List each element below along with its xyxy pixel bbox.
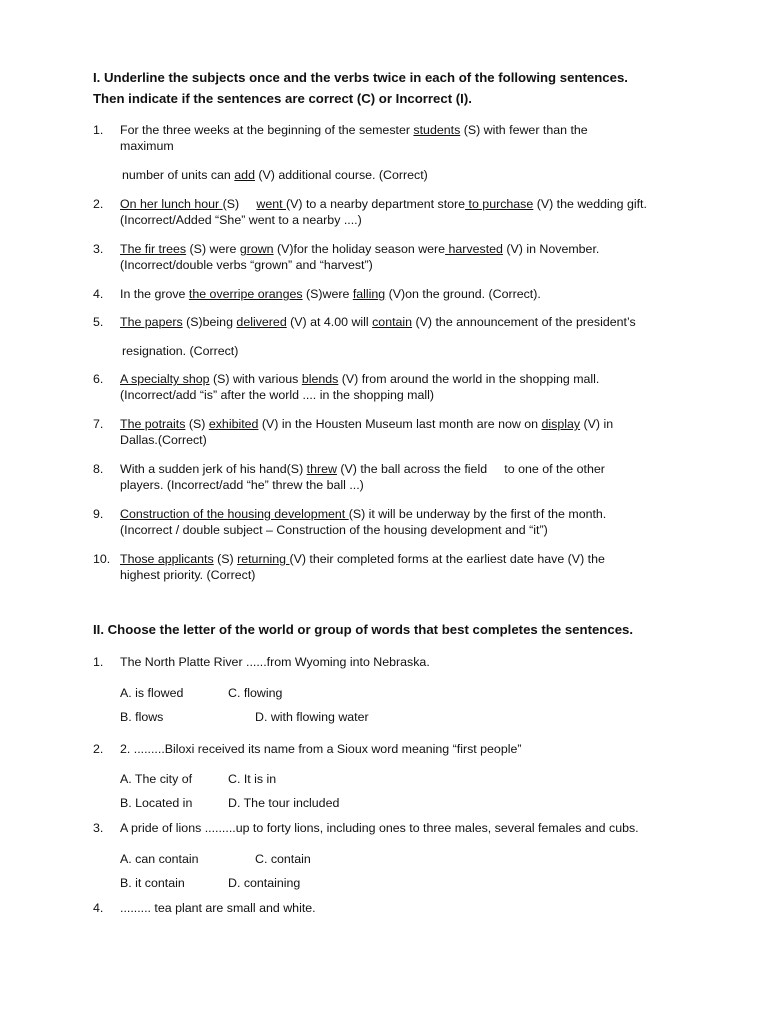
item-1-line-1: For the three weeks at the beginning of the semester students (S) with fewer than the: [120, 123, 588, 137]
option-d: D. with flowing water: [255, 710, 369, 724]
item-number: 1.: [93, 123, 104, 137]
option-d: D. containing: [228, 876, 301, 890]
item-10-line-1: Those applicants (S) returning (V) their completed forms at the earliest date have (V) the: [120, 552, 605, 566]
item-4-line-1: In the grove the overripe oranges (S)were falling (V)on the ground. (Correct).: [120, 287, 541, 301]
option-c: C. flowing: [228, 686, 283, 700]
item-6-line-2: (Incorrect/add “is” after the world .... in the shopping mall): [120, 388, 435, 402]
item-number: 7.: [93, 417, 104, 431]
option-c: C. It is in: [228, 772, 277, 786]
question-number: 1.: [93, 655, 104, 669]
question-1-text: The North Platte River ......from Wyoming into Nebraska.: [120, 655, 430, 669]
option-d: D. The tour included: [228, 796, 340, 810]
item-7-line-2: Dallas.(Correct): [120, 433, 207, 447]
question-number: 4.: [93, 901, 104, 915]
option-a: A. The city of: [120, 772, 193, 786]
item-number: 2.: [93, 197, 104, 211]
question-number: 3.: [93, 821, 104, 835]
item-8-line-2: players. (Incorrect/add “he” threw the ball ...): [120, 478, 364, 492]
item-9-line-2: (Incorrect / double subject – Construction of the housing development and “it”): [120, 523, 548, 537]
section1-heading-line1: I. Underline the subjects once and the verbs twice in each of the following sentences.: [93, 70, 628, 85]
option-a: A. is flowed: [120, 686, 184, 700]
section2-heading: II. Choose the letter of the world or group of words that best completes the sentences.: [93, 622, 634, 637]
option-c: C. contain: [255, 852, 311, 866]
option-a: A. can contain: [120, 852, 199, 866]
item-1-line-3: number of units can add (V) additional course. (Correct): [122, 168, 428, 182]
item-3-line-2: (Incorrect/double verbs “grown” and “harvest”): [120, 258, 373, 272]
question-4-text: ......... tea plant are small and white.: [120, 901, 316, 915]
question-2-text: 2. .........Biloxi received its name from a Sioux word meaning “first people”: [120, 742, 522, 756]
item-number: 9.: [93, 507, 104, 521]
item-number: 4.: [93, 287, 104, 301]
item-number: 8.: [93, 462, 104, 476]
item-1-line-2: maximum: [120, 139, 174, 153]
item-2-line-2: (Incorrect/Added “She” went to a nearby ....): [120, 213, 362, 227]
item-5-line-1: The papers (S)being delivered (V) at 4.00 will contain (V) the announcement of the president’s: [120, 315, 636, 329]
item-10-line-2: highest priority. (Correct): [120, 568, 256, 582]
item-7-line-1: The potraits (S) exhibited (V) in the Housten Museum last month are now on display (V) in: [120, 417, 614, 431]
section1-heading-line2: Then indicate if the sentences are correct (C) or Incorrect (I).: [93, 91, 472, 106]
question-3-text: A pride of lions .........up to forty lions, including ones to three males, several females and cubs.: [120, 821, 639, 835]
item-8-line-1: With a sudden jerk of his hand(S) threw (V) the ball across the field to one of the other: [120, 462, 605, 476]
option-b: B. flows: [120, 710, 164, 724]
item-6-line-1: A specialty shop (S) with various blends (V) from around the world in the shopping mall.: [120, 372, 600, 386]
item-number: 5.: [93, 315, 104, 329]
item-5-line-2: resignation. (Correct): [122, 344, 239, 358]
item-3-line-1: The fir trees (S) were grown (V)for the holiday season were harvested (V) in November.: [120, 242, 600, 256]
item-number: 6.: [93, 372, 104, 386]
option-b: B. Located in: [120, 796, 193, 810]
option-b: B. it contain: [120, 876, 185, 890]
item-number: 3.: [93, 242, 104, 256]
question-number: 2.: [93, 742, 104, 756]
item-number: 10.: [93, 552, 111, 566]
item-2-line-1: On her lunch hour (S) went (V) to a nearby department store to purchase (V) the wedding gift.: [120, 197, 647, 211]
item-9-line-1: Construction of the housing development (S) it will be underway by the first of the month.: [120, 507, 607, 521]
